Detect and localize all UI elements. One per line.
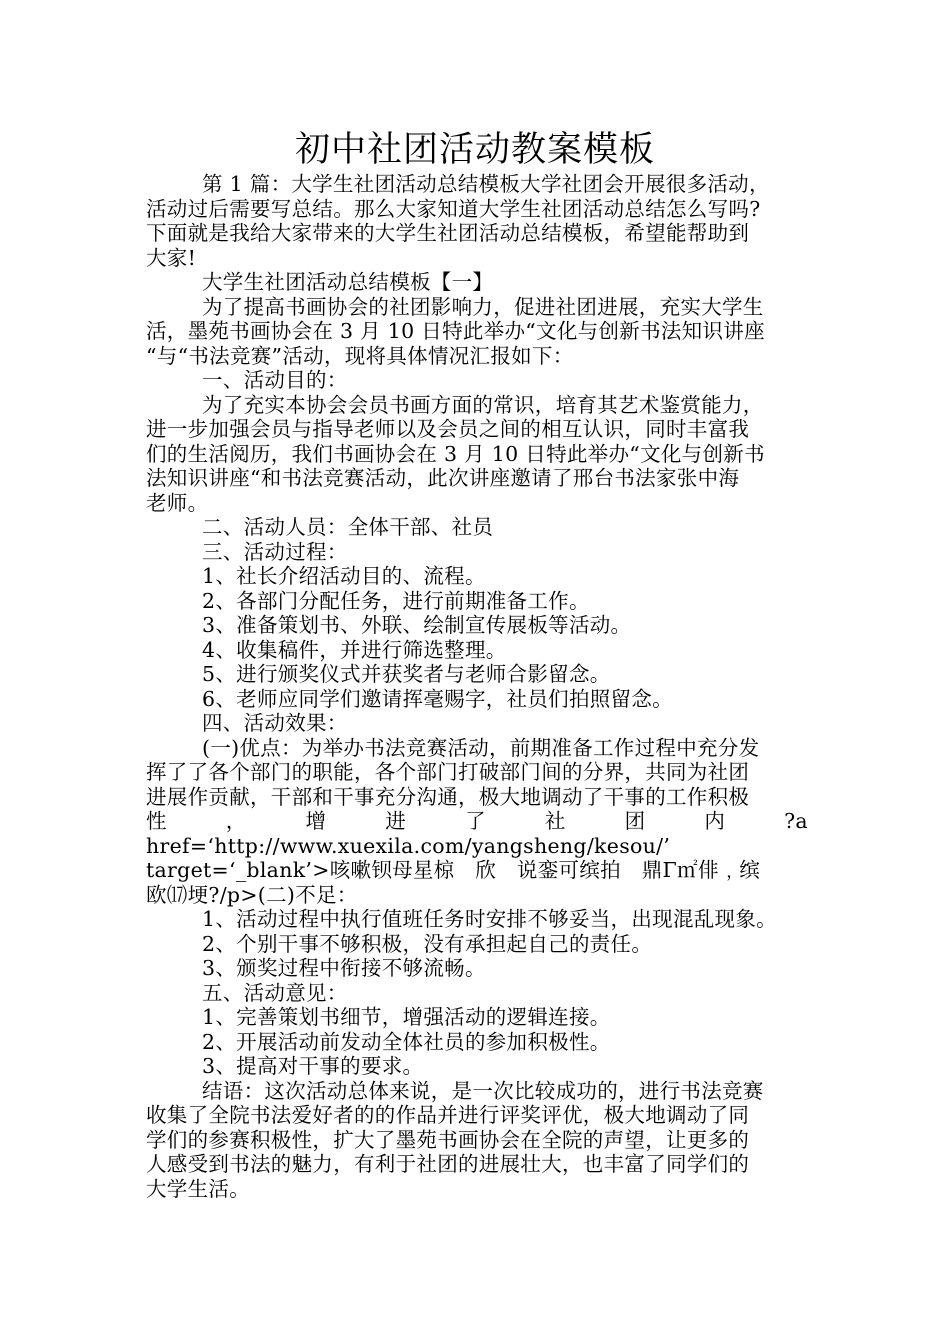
word: 进 [385, 809, 407, 833]
word: ?a [784, 809, 808, 833]
paragraph-1 [146, 295, 808, 369]
text-line: 老师。 [146, 490, 209, 515]
text-line: 人感受到书法的魅力，有利于社团的进展壮大，也丰富了同学们的 [146, 1152, 750, 1176]
section-heading-1 [146, 368, 808, 393]
text-line: 下面就是我给大家带来的大学生社团活动总结模板，希望能帮助到 [146, 221, 750, 245]
heading-text: 四、活动效果： [202, 711, 348, 735]
list-item: 5、进行颁奖仪式并获奖者与老师合影留念。 [202, 662, 611, 686]
list-item: 1、社长介绍活动目的、流程。 [202, 564, 486, 588]
list-item: 3、准备策划书、外联、绘制宣传展板等活动。 [202, 613, 632, 637]
text-line: 进展作贡献，干部和干事充分沟通，极大地调动了干事的工作积极 [146, 784, 750, 809]
text-line: href=‘http://www.xuexila.com/yangsheng/kesou/’ [146, 833, 671, 858]
conclusion-paragraph [146, 1079, 808, 1202]
text-line: 结语：这次活动总体来说，是一次比较成功的，进行书法竞赛 [202, 1078, 764, 1103]
list-item: 3、提高对干事的要求。 [202, 1054, 424, 1078]
text-line: 收集了全院书法爱好者的的作品并进行评奖评优，极大地调动了同 [146, 1103, 750, 1127]
section-heading-2 [146, 515, 808, 540]
document-title: 初中社团活动教案模板 [294, 130, 655, 170]
text-line: 们的生活阅历，我们书画协会在 3 月 10 日特此举办“文化与创新书 [146, 441, 765, 466]
word: 增 [305, 809, 327, 833]
list-item: 3、颁奖过程中衔接不够流畅。 [202, 956, 486, 980]
list-item: 2、个别干事不够积极，没有承担起自己的责任。 [202, 931, 653, 956]
text-line: 大学生活。 [146, 1176, 250, 1201]
text-line: 活动过后需要写总结。那么大家知道大学生社团活动总结怎么写吗? [146, 196, 761, 221]
section-heading-4 [146, 711, 808, 736]
heading-text: 三、活动过程： [202, 539, 348, 564]
intro-paragraph [146, 172, 808, 270]
word: 社 [544, 809, 566, 833]
text-line: “与“书法竞赛”活动，现将具体情况汇报如下： [146, 343, 574, 368]
word: 性 [146, 809, 167, 833]
list-item: 2、各部门分配任务，进行前期准备工作。 [202, 588, 590, 613]
heading-text: 一、活动目的： [202, 368, 348, 392]
process-list [146, 564, 808, 711]
subtitle [146, 270, 808, 295]
word: 团 [624, 809, 646, 833]
text-line: 为了提高书画协会的社团影响力，促进社团进展，充实大学生 [202, 294, 764, 319]
paragraph-2 [146, 393, 808, 516]
suggestions-list [146, 1005, 808, 1079]
shortcomings-list [146, 907, 808, 981]
text-line: 活，墨苑书画协会在 3 月 10 日特此举办“文化与创新书法知识讲座 [146, 319, 765, 343]
text-line: 挥了了各个部门的职能，各个部门打破部门间的分界，共同为社团 [146, 760, 750, 784]
heading-text: 二、活动人员：全体干部、社员 [202, 515, 494, 539]
word: 内 [704, 809, 726, 833]
list-item: 1、完善策划书细节，增强活动的逻辑连接。 [202, 1005, 611, 1029]
justified-line [146, 809, 808, 834]
heading-text: 五、活动意见： [202, 980, 348, 1005]
text-line: 大家! [146, 245, 197, 270]
text-line: 法知识讲座“和书法竞赛活动，此次讲座邀请了邢台书法家张中海 [146, 466, 740, 490]
text-line: (一)优点：为举办书法竞赛活动，前期准备工作过程中充分发 [202, 735, 760, 760]
word: ， [225, 809, 247, 833]
text-line: 欧⒄埂?/p>(二)不足： [146, 882, 358, 907]
effect-paragraph [146, 736, 808, 908]
text-line: 第 1 篇：大学生社团活动总结模板大学社团会开展很多活动， [202, 172, 770, 196]
text-line: 进一步加强会员与指导老师以及会员之间的相互认识，同时丰富我 [146, 417, 750, 441]
list-item: 1、活动过程中执行值班任务时安排不够妥当，出现混乱现象。 [202, 907, 777, 931]
list-item: 2、开展活动前发动全体社员的参加积极性。 [202, 1029, 611, 1054]
subtitle-text: 大学生社团活动总结模板【一】 [202, 270, 494, 294]
list-item: 4、收集稿件，并进行筛选整理。 [202, 637, 507, 662]
word: 了 [465, 809, 486, 833]
text-line: target=‘_blank’>咳嗽钡母星椋 欣 说銮可缤拍 鼎Γ㎡俳﹐缤 [146, 858, 761, 882]
text-line: 学们的参赛积极性，扩大了墨苑书画协会在全院的声望，让更多的 [146, 1127, 750, 1152]
section-heading-3 [146, 540, 808, 565]
list-item: 6、老师应同学们邀请挥毫赐字，社员们拍照留念。 [202, 686, 673, 711]
text-line: 为了充实本协会会员书画方面的常识，培育其艺术鉴赏能力， [202, 392, 764, 417]
section-heading-5 [146, 981, 808, 1006]
document-body [146, 172, 808, 1201]
